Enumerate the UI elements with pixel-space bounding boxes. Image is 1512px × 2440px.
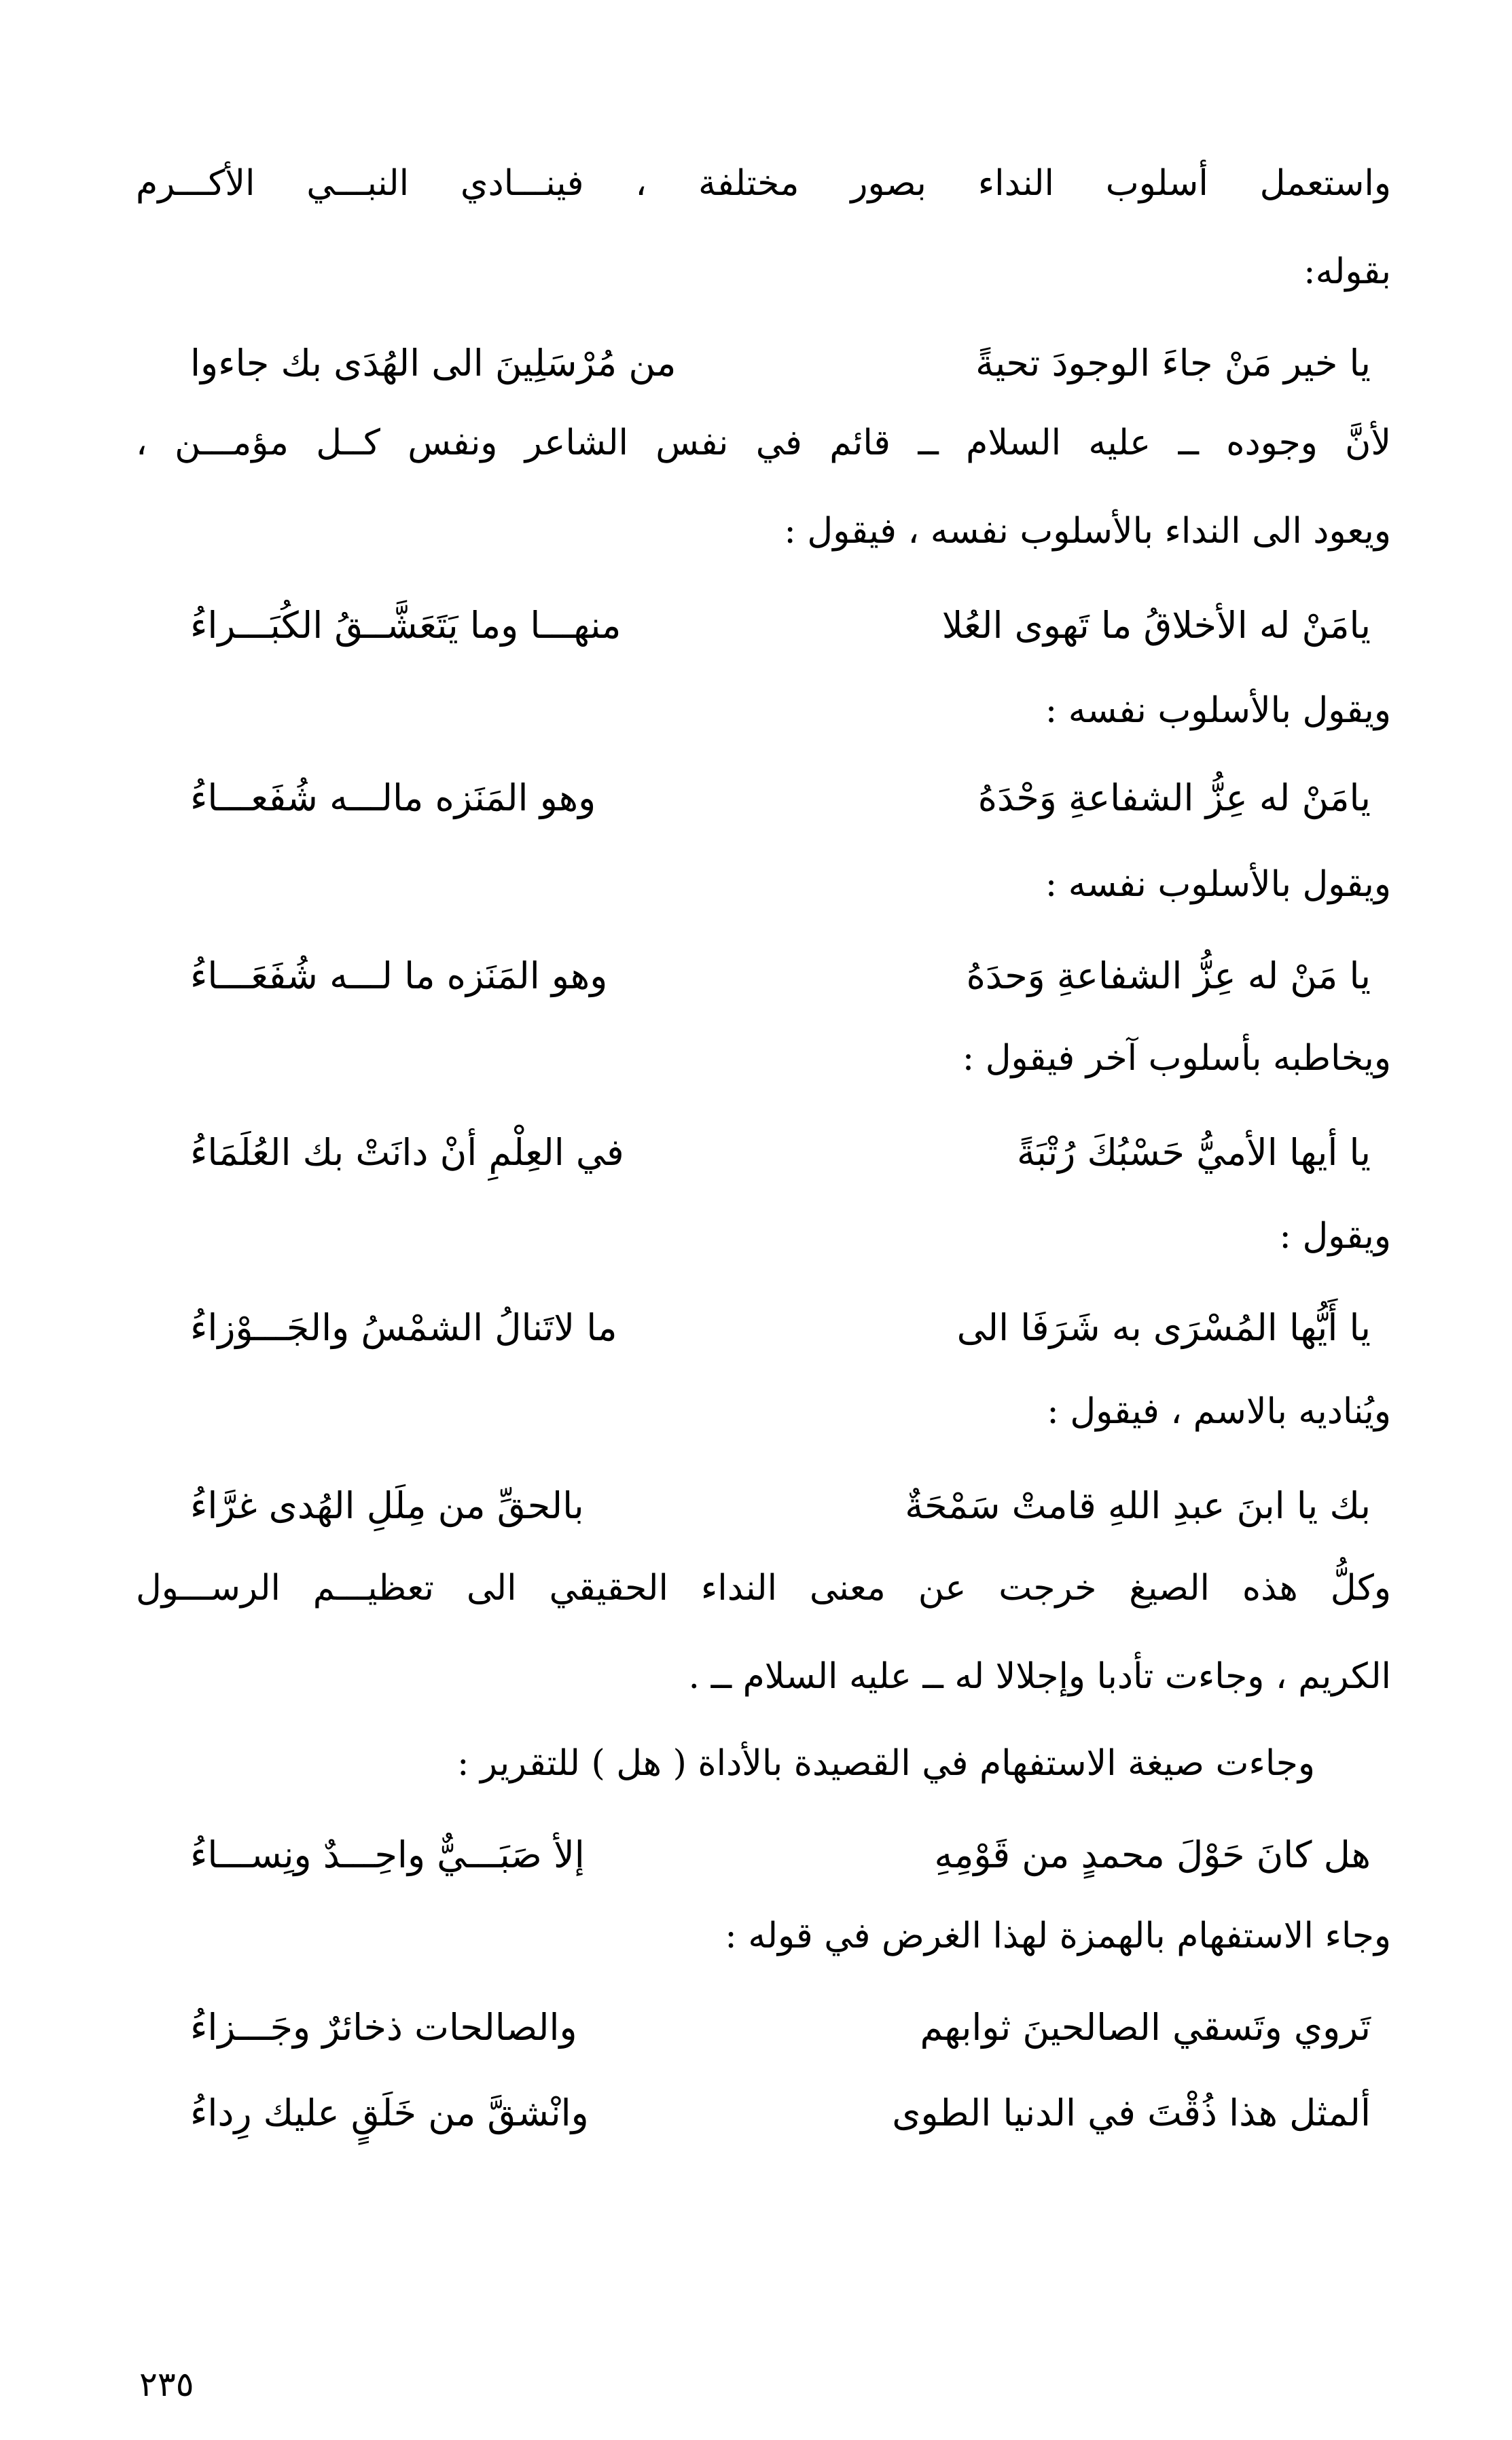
verse-line (190, 1297, 1371, 1359)
verse-line (190, 1997, 1371, 2058)
verse-line (190, 946, 1371, 1007)
verse-first-hemistich: يا مَنْ له عِزُّ الشفاعةِ وَحدَهُ (966, 954, 1371, 997)
prose-line: ويعود الى النداء بالأسلوب نفسه ، فيقول : (784, 511, 1391, 552)
prose-line: ويقول بالأسلوب نفسه : (1045, 864, 1391, 905)
verse-second-hemistich: والصالحات ذخائرٌ وجَـــزاءُ (190, 2006, 577, 2049)
verse-line (190, 1825, 1371, 1886)
verse-first-hemistich: هل كانَ حَوْلَ محمدٍ من قَوْمِهِ (934, 1833, 1371, 1876)
verse-second-hemistich: في العِلْمِ أنْ دانَتْ بك العُلَمَاءُ (190, 1131, 624, 1174)
verse-second-hemistich: ما لاتَنالُ الشمْسُ والجَـــوْزاءُ (190, 1306, 617, 1349)
verse-line (190, 2083, 1371, 2144)
verse-second-hemistich: منهـــا وما يَتَعَشَّــقُ الكُبَـــراءُ (190, 604, 622, 647)
verse-second-hemistich: وهو المَنَزه ما لـــه شُفَعَـــاءُ (190, 954, 608, 997)
verse-first-hemistich: يا خير مَنْ جاءَ الوجودَ تحيةً (975, 342, 1371, 384)
prose-line: وكلُّ هذه الصيغ خرجت عن معنى النداء الحقيقي الى تعظيـــم الرســـول (136, 1568, 1391, 1609)
prose-line: ويقول : (1279, 1216, 1391, 1257)
prose-line: ويُناديه بالاسم ، فيقول : (1047, 1391, 1391, 1432)
verse-second-hemistich: وهو المَنَزه مالـــه شُفَعـــاءُ (190, 776, 596, 819)
prose-line: واستعمل أسلوب النداء بصور مختلفة ، فينـــادي النبـــي الأكـــرم (136, 163, 1391, 204)
verse-line (190, 1475, 1371, 1537)
prose-line: بقوله: (1303, 251, 1391, 292)
verse-first-hemistich: ألمثل هذا ذُقْتَ في الدنيا الطوى (892, 2092, 1371, 2134)
verse-line (190, 595, 1371, 656)
verse-second-hemistich: بالحقِّ من مِلَلِ الهُدى غرَّاءُ (190, 1484, 584, 1527)
prose-line: ويخاطبه بأسلوب آخر فيقول : (962, 1038, 1391, 1079)
prose-line: الكريم ، وجاءت تأدبا وإجلالا له ــ عليه السلام ــ . (688, 1656, 1391, 1697)
verse-line (190, 333, 1371, 394)
prose-line: ويقول بالأسلوب نفسه : (1045, 690, 1391, 731)
verse-first-hemistich: بك يا ابنَ عبدِ اللهِ قامتْ سَمْحَةٌ (905, 1484, 1371, 1527)
verse-first-hemistich: يا أيها الأميُّ حَسْبُكَ رُتْبَةً (1017, 1131, 1371, 1174)
verse-first-hemistich: يامَنْ له عِزُّ الشفاعةِ وَحْدَهُ (977, 776, 1371, 819)
verse-line (190, 1122, 1371, 1183)
verse-first-hemistich: تَروي وتَسقي الصالحينَ ثوابهم (920, 2006, 1371, 2049)
verse-line (190, 768, 1371, 829)
prose-line: وجاءت صيغة الاستفهام في القصيدة بالأداة ( هل ) للتقرير : (456, 1743, 1315, 1784)
prose-line: وجاء الاستفهام بالهمزة لهذا الغرض في قوله : (725, 1916, 1391, 1956)
verse-first-hemistich: يامَنْ له الأخلاقُ ما تَهوى العُلا (941, 604, 1371, 647)
page-number: ٢٣٥ (139, 2365, 194, 2404)
prose-line: لأنَّ وجوده ــ عليه السلام ــ قائم في نفس الشاعر ونفس كــل مؤمـــن ، (136, 423, 1391, 463)
verse-second-hemistich: من مُرْسَلِينَ الى الهُدَى بك جاءوا (190, 342, 677, 384)
verse-second-hemistich: وانْشقَّ من خَلَقٍ عليك رِداءُ (190, 2092, 589, 2134)
verse-first-hemistich: يا أَيُّها المُسْرَى به شَرَفَا الى (956, 1306, 1371, 1349)
verse-second-hemistich: إلأ صَبَـــيٌّ واحِـــدٌ ونِســـاءُ (190, 1833, 585, 1876)
